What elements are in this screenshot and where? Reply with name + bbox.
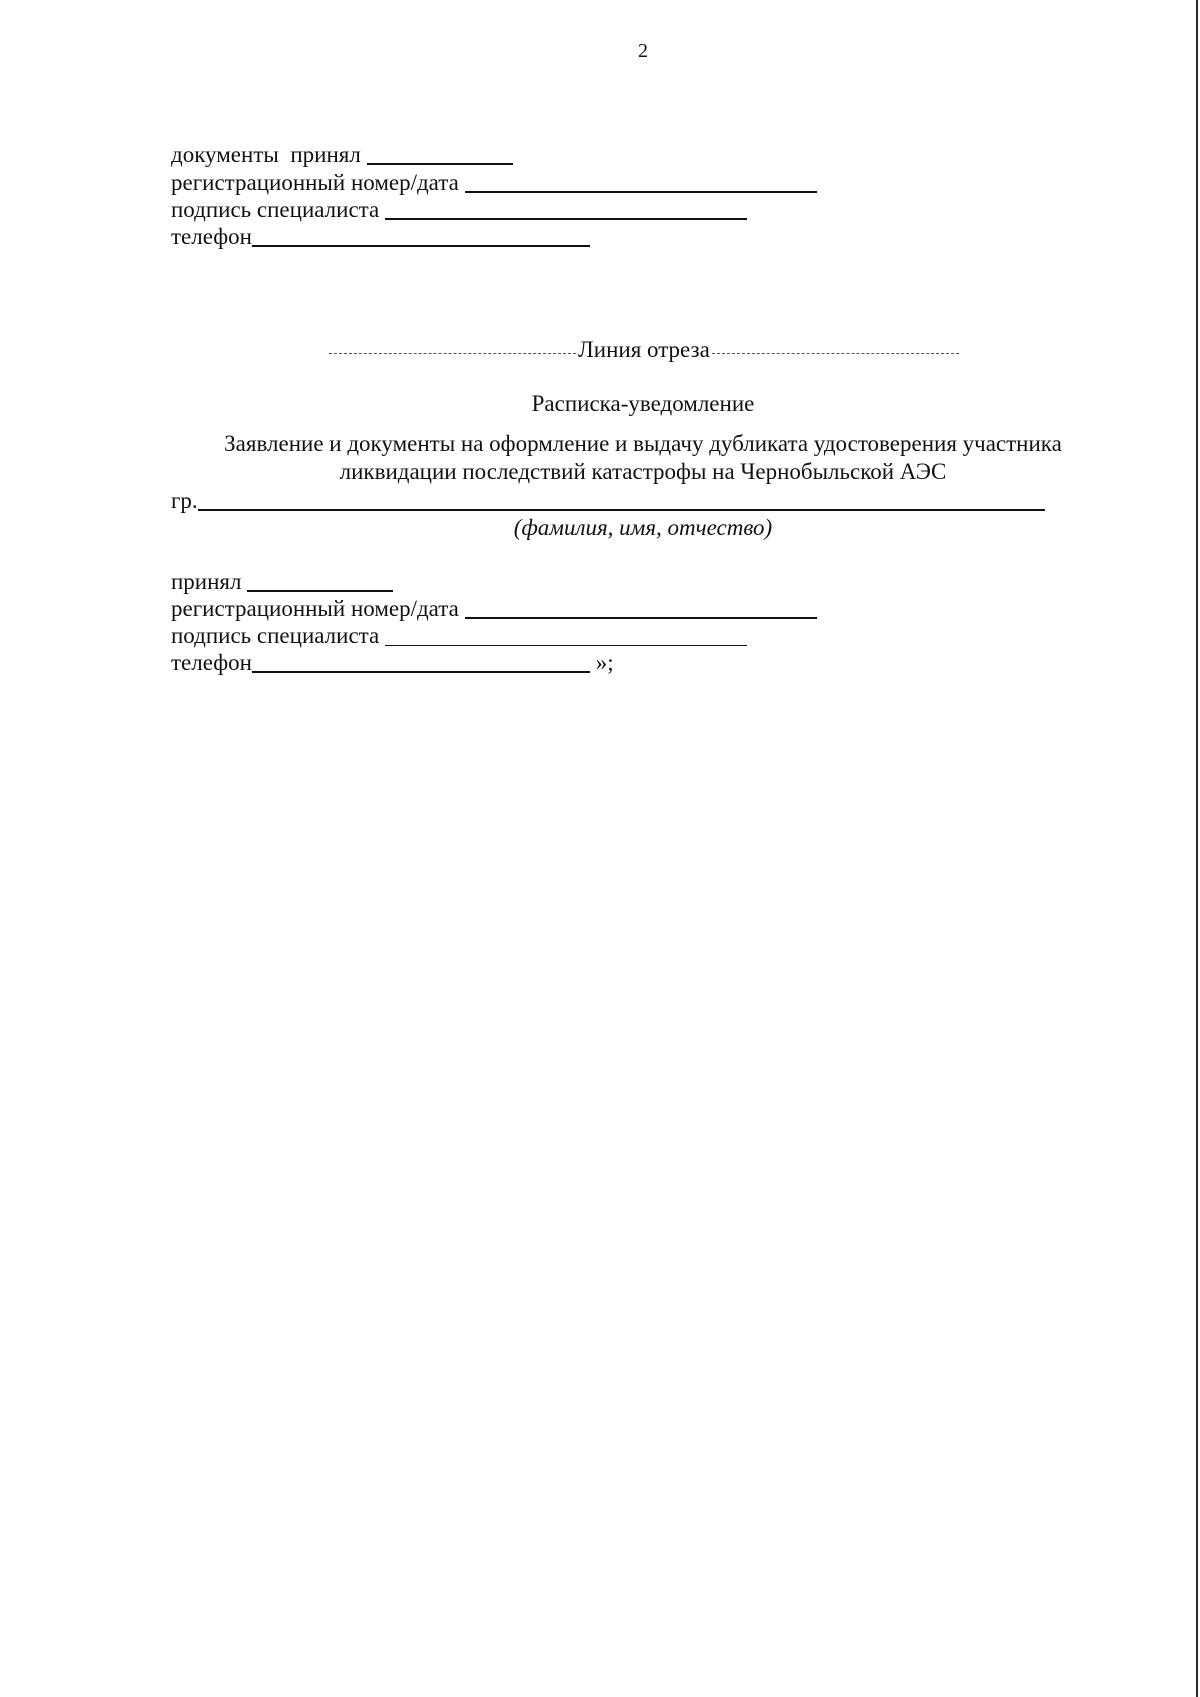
citizen-name-blank[interactable] [198, 489, 1045, 511]
bottom-accepted-label: принял [171, 569, 248, 594]
top-phone-label: телефон [171, 224, 252, 249]
top-reg-line [171, 169, 817, 197]
page-number: 2 [638, 40, 648, 62]
bottom-signature-blank[interactable] [385, 625, 747, 646]
top-signature-line [171, 196, 747, 224]
bottom-reg-label: регистрационный номер/дата [171, 596, 465, 621]
bottom-reg-blank[interactable] [465, 597, 817, 619]
bottom-phone-line [171, 649, 614, 677]
top-signature-blank[interactable] [385, 198, 747, 220]
bottom-phone-blank[interactable] [252, 651, 590, 673]
citizen-label: гр. [171, 488, 198, 513]
cut-line [329, 336, 959, 364]
top-accepted-label: документы принял [171, 142, 367, 167]
bottom-closing-quote: »; [589, 650, 614, 675]
top-phone-line [171, 223, 590, 251]
receipt-statement-line2: ликвидации последствий катастрофы на Чернобыльской АЭС [339, 459, 947, 484]
top-reg-blank[interactable] [465, 171, 817, 193]
bottom-signature-line [171, 622, 747, 650]
top-phone-blank[interactable] [252, 225, 590, 247]
top-reg-label: регистрационный номер/дата [171, 170, 465, 195]
bottom-phone-label: телефон [171, 650, 252, 675]
cut-line-label: Линия отреза [578, 337, 710, 362]
bottom-accepted-line [171, 568, 393, 596]
cut-line-dashes-left [329, 353, 576, 354]
citizen-line [171, 487, 1045, 515]
bottom-signature-label: подпись специалиста [171, 623, 385, 648]
top-accepted-line [171, 141, 513, 169]
top-accepted-blank[interactable] [367, 143, 513, 165]
page-edge-line [1196, 0, 1198, 1697]
bottom-reg-line [171, 595, 817, 623]
cut-line-dashes-right [712, 353, 959, 354]
receipt-statement-line1: Заявление и документы на оформление и выдачу дубликата удостоверения участника [224, 431, 1062, 456]
bottom-accepted-blank[interactable] [247, 570, 393, 592]
citizen-name-hint: (фамилия, имя, отчество) [513, 515, 773, 540]
receipt-title: Расписка-уведомление [531, 391, 755, 416]
top-signature-label: подпись специалиста [171, 197, 385, 222]
